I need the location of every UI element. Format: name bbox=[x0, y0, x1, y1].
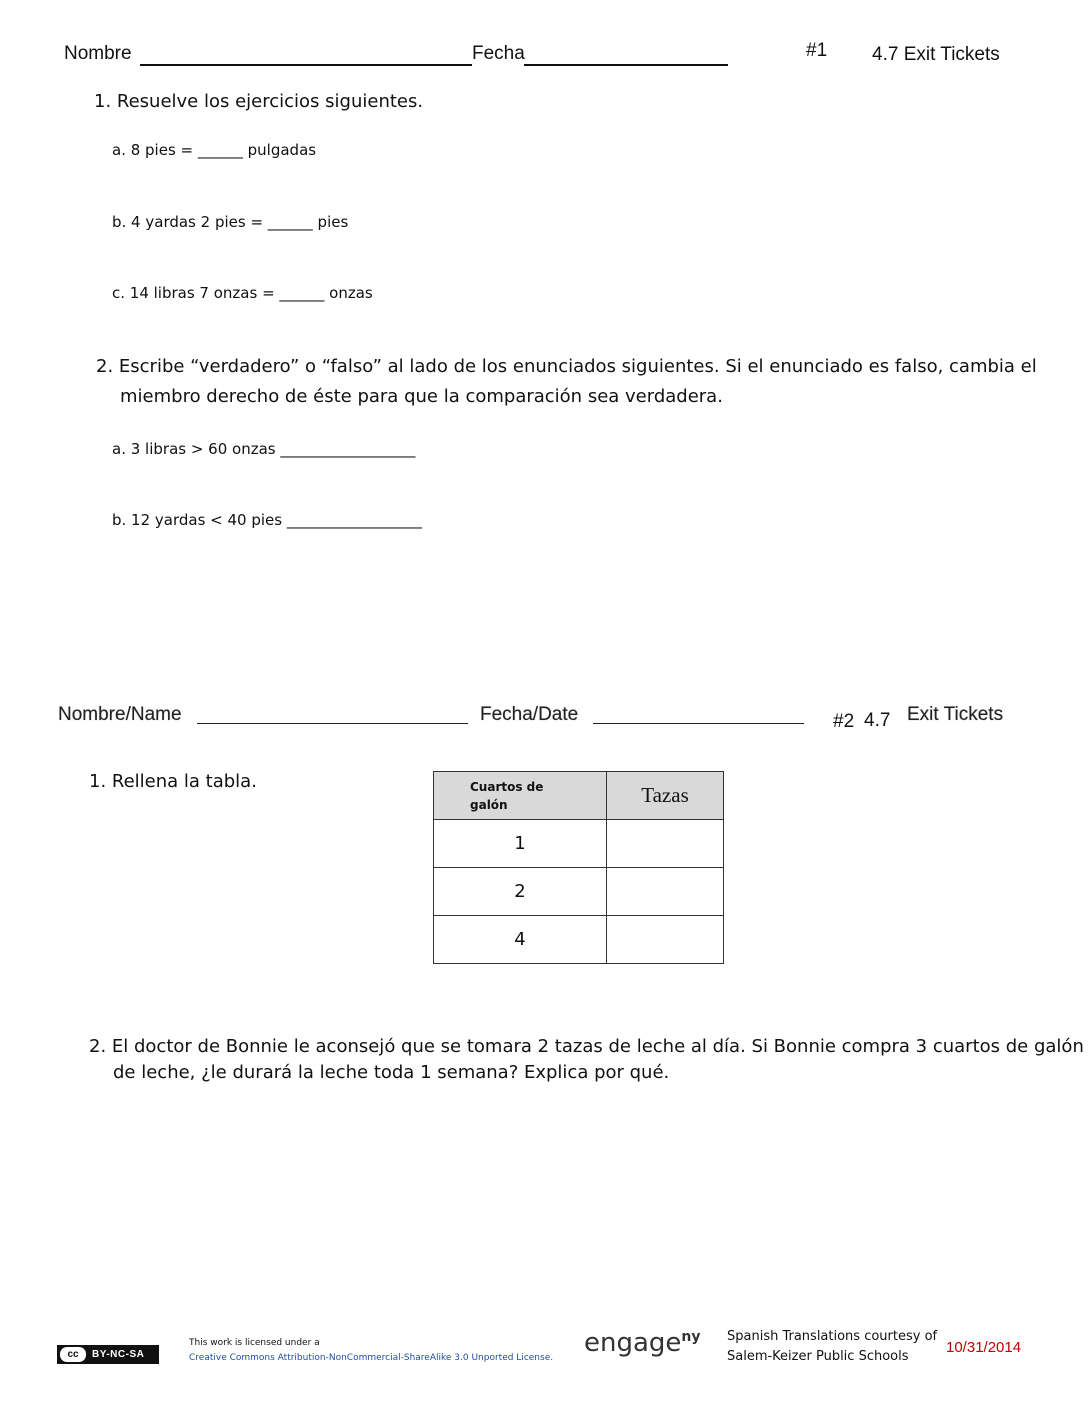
license-text: This work is licensed under a bbox=[189, 1338, 320, 1348]
date-label-2: Fecha/Date bbox=[480, 704, 579, 725]
ticket-number-2: #2 bbox=[833, 711, 855, 732]
logo-sup: ny bbox=[681, 1328, 701, 1345]
footer-date: 10/31/2014 bbox=[946, 1339, 1022, 1356]
credit-line1: Spanish Translations courtesy of bbox=[727, 1329, 938, 1344]
credit-line2: Salem-Keizer Public Schools bbox=[727, 1349, 909, 1364]
conversion-table bbox=[433, 771, 724, 964]
ticket-title: 4.7 Exit Tickets bbox=[872, 44, 1000, 65]
ticket-lesson-2: 4.7 bbox=[864, 710, 891, 731]
quarts-cell: 1 bbox=[434, 820, 607, 868]
question-2a: a. 3 libras > 60 onzas __________________ bbox=[112, 440, 416, 458]
cups-answer-cell[interactable] bbox=[607, 916, 724, 964]
question-1-prompt: 1. Resuelve los ejercicios siguientes. bbox=[94, 91, 424, 112]
date-label: Fecha bbox=[472, 43, 525, 64]
header-quarts bbox=[434, 772, 607, 820]
question-1c: c. 14 libras 7 onzas = ______ onzas bbox=[112, 284, 373, 302]
engageny-logo bbox=[584, 1328, 701, 1358]
header-cups: Tazas bbox=[607, 772, 724, 820]
milk-question-line1: 2. El doctor de Bonnie le aconsejó que se tomara 2 tazas de leche al día. Si Bonnie compra 3 cuartos de galón bbox=[89, 1036, 1084, 1057]
quarts-cell: 2 bbox=[434, 868, 607, 916]
fill-table-prompt: 1. Rellena la tabla. bbox=[89, 771, 257, 792]
ticket-number: #1 bbox=[806, 40, 828, 61]
header-quarts-line1: Cuartos de bbox=[470, 779, 544, 794]
table-row bbox=[434, 916, 724, 964]
table-header-row bbox=[434, 772, 724, 820]
cc-license-badge bbox=[57, 1345, 159, 1364]
name-blank[interactable] bbox=[140, 64, 472, 66]
date-blank[interactable] bbox=[524, 64, 728, 66]
name-blank-2[interactable] bbox=[197, 723, 468, 724]
question-2-prompt-line2: miembro derecho de éste para que la comparación sea verdadera. bbox=[120, 386, 723, 407]
quarts-cell: 4 bbox=[434, 916, 607, 964]
cc-icon: cc bbox=[60, 1347, 86, 1362]
question-2b: b. 12 yardas < 40 pies __________________ bbox=[112, 511, 422, 529]
header-quarts-line2: galón bbox=[470, 797, 508, 812]
cups-answer-cell[interactable] bbox=[607, 820, 724, 868]
milk-question-line2: de leche, ¿le durará la leche toda 1 semana? Explica por qué. bbox=[113, 1062, 670, 1083]
license-link[interactable]: Creative Commons Attribution-NonCommercial-ShareAlike 3.0 Unported License. bbox=[189, 1353, 554, 1363]
logo-main: engage bbox=[584, 1328, 682, 1358]
name-label: Nombre bbox=[64, 43, 132, 64]
cups-answer-cell[interactable] bbox=[607, 868, 724, 916]
question-1a: a. 8 pies = ______ pulgadas bbox=[112, 141, 317, 159]
date-blank-2[interactable] bbox=[593, 723, 804, 724]
question-2-prompt-line1: 2. Escribe “verdadero” o “falso” al lado de los enunciados siguientes. Si el enunciado es falso, cambia el bbox=[96, 356, 1037, 377]
table-row bbox=[434, 820, 724, 868]
question-1b: b. 4 yardas 2 pies = ______ pies bbox=[112, 213, 349, 231]
ticket-title-2: Exit Tickets bbox=[907, 704, 1004, 725]
name-label-2: Nombre/Name bbox=[58, 704, 182, 725]
table-row bbox=[434, 868, 724, 916]
cc-license-type: BY-NC-SA bbox=[92, 1349, 145, 1360]
